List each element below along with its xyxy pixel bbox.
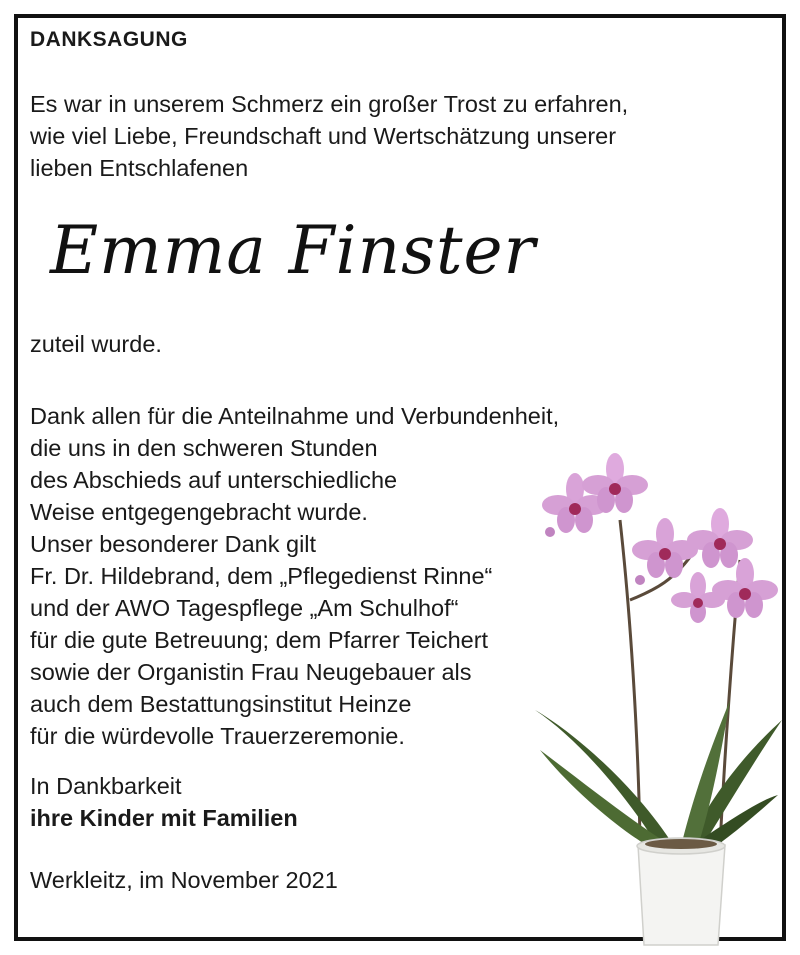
thanks-line: für die würdevolle Trauerzeremonie. [30, 723, 405, 749]
thanks-line: die uns in den schweren Stunden [30, 435, 378, 461]
orchid-image [520, 450, 782, 950]
orchid-flowers [542, 453, 778, 623]
thanks-line: auch dem Bestattungsinstitut Heinze [30, 691, 412, 717]
thanks-line: für die gute Betreuung; dem Pfarrer Teichert [30, 627, 489, 653]
thanks-line: Fr. Dr. Hildebrand, dem „Pflegedienst Rinne“ [30, 563, 493, 589]
thanks-line: Weise entgegengebracht wurde. [30, 499, 368, 525]
intro-line: wie viel Liebe, Freundschaft und Wertschätzung unserer [30, 123, 617, 149]
thanks-paragraph [30, 400, 559, 752]
thanks-line: sowie der Organistin Frau Neugebauer als [30, 659, 472, 685]
thanks-line: Unser besonderer Dank gilt [30, 531, 317, 557]
intro-paragraph [30, 88, 628, 184]
place-date: Werkleitz, im November 2021 [30, 867, 338, 893]
deceased-name: Emma Finster [50, 212, 537, 289]
heading: DANKSAGUNG [30, 28, 188, 51]
thanks-line: Dank allen für die Anteilnahme und Verbundenheit, [30, 403, 560, 429]
closing-line: In Dankbarkeit [30, 773, 182, 799]
thanks-line: und der AWO Tagespflege „Am Schulhof“ [30, 595, 459, 621]
intro-line: Es war in unserem Schmerz ein großer Trost zu erfahren, [30, 91, 629, 117]
orchid-leaves [535, 700, 782, 860]
flower-pot [637, 838, 725, 945]
signatories: ihre Kinder mit Familien [30, 805, 298, 831]
closing-block [30, 770, 298, 834]
after-name-text: zuteil wurde. [30, 331, 162, 357]
intro-line: lieben Entschlafenen [30, 155, 249, 181]
thanks-line: des Abschieds auf unterschiedliche [30, 467, 398, 493]
